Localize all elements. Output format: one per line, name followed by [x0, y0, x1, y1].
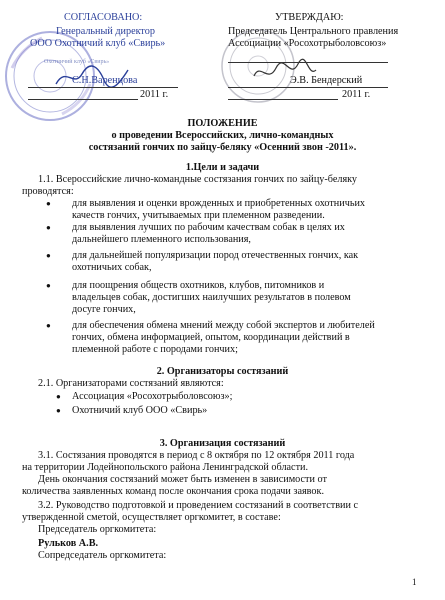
section1-heading: 1.Цели и задачи	[185, 162, 260, 173]
list-item-1-line2: качеств гончих, учитываемых при племенном разведении.	[72, 210, 325, 221]
approval-right-name: Э.В. Бендерский	[290, 75, 363, 86]
approval-left-line1: Генеральный директор	[56, 26, 155, 37]
list-item-4-line2: владельцев собак, достигших наилучших результатов в полевом	[72, 292, 351, 303]
approval-left-date: 2011 г.	[140, 89, 169, 100]
list-item-2-line2: дальнейшего племенного использования,	[72, 234, 251, 245]
section3-p3-line1: 3.2. Руководство подготовкой и проведением состязаний в соответствии с	[38, 500, 358, 511]
section3-p1-line1: 3.1. Состязания проводятся в период с 8 октября по 12 октября 2011 года	[38, 450, 355, 461]
section2-intro: 2.1. Организаторами состязаний являются:	[38, 378, 224, 389]
approval-right-date: 2011 г.	[342, 89, 371, 100]
section3-p3-line2: утвержденной сметой, осуществляет оргкомитет, в составе:	[22, 512, 281, 523]
list-item-2-line1: для выявления лучших по рабочим качествам собак в целях их	[72, 222, 345, 233]
bullet-marker: ●	[46, 321, 51, 330]
section2-heading: 2. Организаторы состязаний	[156, 366, 289, 377]
bullet-marker: ●	[56, 406, 61, 415]
list-item-1-line1: для выявления и оценки врожденных и приобретенных охотничьих	[72, 198, 366, 209]
bullet-marker: ●	[46, 199, 51, 208]
seal-text-left: Охотничий клуб «Свирь»	[44, 59, 110, 65]
bullet-marker: ●	[56, 392, 61, 401]
bullet-marker: ●	[46, 281, 51, 290]
list-item-4-line1: для поощрения обществ охотников, клубов, питомников и	[72, 280, 325, 291]
document-subtitle-line2: состязаний гончих по зайцу-беляку «Осенний звон -2011».	[88, 142, 357, 153]
cochair-label: Сопредседатель оргкомитета:	[38, 550, 167, 561]
approval-right-line2: Ассоциации «Росохотрыболовсоюз»	[228, 38, 387, 49]
organizer-2: Охотничий клуб ООО «Свирь»	[72, 405, 208, 416]
list-item-4-line3: досуге гончих,	[72, 304, 136, 315]
section3-heading: 3. Организация состязаний	[159, 438, 286, 449]
section3-p2-line1: День окончания состязаний может быть изменен в зависимости от	[38, 474, 327, 485]
section1-intro-line2: проводятся:	[22, 186, 74, 197]
document-title: ПОЛОЖЕНИЕ	[187, 118, 258, 129]
approval-right-heading: УТВЕРЖДАЮ:	[275, 12, 344, 23]
section3-p2-line2: количества заявленных команд после окончания срока подачи заявок.	[22, 486, 324, 497]
bullet-marker: ●	[46, 251, 51, 260]
list-item-3-line2: охотничьих собак,	[72, 262, 152, 273]
chair-name: Рульков А.В.	[38, 538, 99, 549]
section3-p1-line2: на территории Лодейнопольского района Ленинградской области.	[22, 462, 309, 473]
organizer-1: Ассоциация «Росохотрыболовсоюз»;	[72, 391, 233, 402]
section1-intro-line1: 1.1. Всероссийские лично-командные состязания гончих по зайцу-беляку	[38, 174, 358, 185]
list-item-5-line2: гончих, обмена информацией, опытом, координации действий в	[72, 332, 350, 343]
list-item-3-line1: для дальнейшей популяризации пород отечественных гончих, как	[72, 250, 359, 261]
list-item-5-line3: племенной работе с породами гончих;	[72, 344, 238, 355]
page-number: 1	[412, 577, 417, 587]
approval-left-name: С.Н.Варенцова	[72, 75, 138, 86]
approval-left-heading: СОГЛАСОВАНО:	[64, 12, 143, 23]
bullet-marker: ●	[46, 223, 51, 232]
list-item-5-line1: для обеспечения обмена мнений между собой экспертов и любителей	[72, 320, 375, 331]
approval-left-line2: ООО Охотничий клуб «Свирь»	[30, 38, 166, 49]
approval-right-line1: Председатель Центрального правления	[228, 26, 399, 37]
chair-label: Председатель оргкомитета:	[38, 524, 157, 535]
document-subtitle-line1: о проведении Всероссийских, лично-командных	[111, 130, 334, 141]
